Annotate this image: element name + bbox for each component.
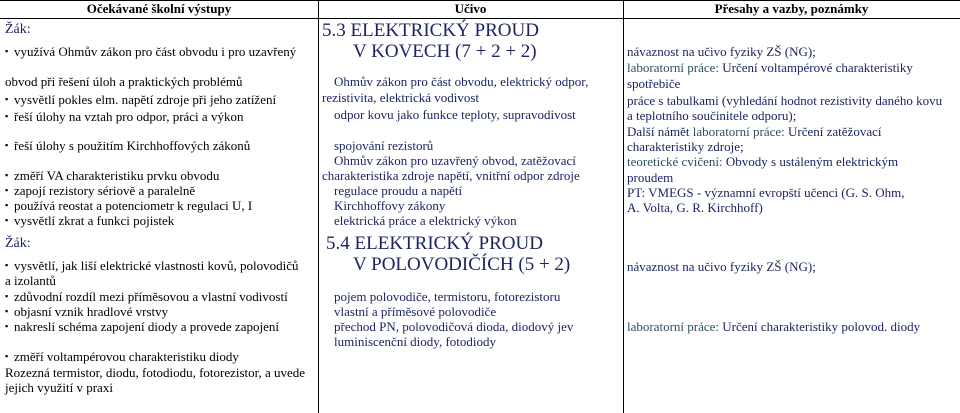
lab-work-label: laboratorní práce: xyxy=(627,319,720,334)
outcome-item: ▪ řeší úlohy s použitím Kirchhoffových zákonů xyxy=(14,138,250,153)
note-line xyxy=(627,154,898,169)
curriculum-item: pojem polovodiče, termistoru, fotorezistoru xyxy=(334,289,561,304)
zak-label: Žák: xyxy=(5,236,31,251)
curriculum-item: Ohmův zákon pro uzavřený obvod, zatěžovací xyxy=(334,153,576,168)
lab-work-label: laboratorní práce: xyxy=(627,60,720,75)
curriculum-item: odpor kovu jako funkce teploty, supravodivost xyxy=(334,107,576,122)
note-line xyxy=(627,60,913,75)
header-curriculum: Učivo xyxy=(454,1,487,16)
section-title: V POLOVODIČÍCH (5 + 2) xyxy=(353,254,571,275)
header-notes: Přesahy a vazby, poznámky xyxy=(714,1,869,16)
note-line: proudem xyxy=(627,170,674,185)
lab-work-text: Určení zatěžovací xyxy=(784,124,882,139)
curriculum-item: Kirchhoffovy zákony xyxy=(334,198,446,213)
column-divider-2 xyxy=(623,0,624,413)
outcome-item: ▪ vysvětlí pokles elm. napětí zdroje při jeho zatížení xyxy=(14,92,276,107)
header-outcomes: Očekávané školní výstupy xyxy=(86,1,232,16)
zak-label: Žák: xyxy=(5,22,31,37)
outcome-item: a izolantů xyxy=(5,273,56,288)
curriculum-item: rezistivita, elektrická vodivost xyxy=(322,90,480,105)
lab-work-text: Určení voltampérové charakteristiky xyxy=(719,60,913,75)
outcome-item: ▪ změří voltampérovou charakteristiku diody xyxy=(14,349,239,364)
header-bottom-border xyxy=(0,18,960,19)
note-line: práce s tabulkami (vyhledání hodnot rezistivity daného kovu xyxy=(627,93,943,108)
theory-exercise-label: teoretické cvičení: xyxy=(627,154,723,169)
note-line: A. Volta, G. R. Kirchhoff) xyxy=(627,200,763,215)
outcome-item: ▪ vysvětlí zkrat a funkci pojistek xyxy=(14,213,174,228)
note-line: návaznost na učivo fyziky ZŠ (NG); xyxy=(627,259,816,274)
curriculum-item: Ohmův zákon pro část obvodu, elektrický odpor, xyxy=(334,74,589,89)
column-divider-1 xyxy=(318,0,319,413)
outcome-item: ▪ využívá Ohmův zákon pro část obvodu i pro uzavřený xyxy=(14,44,296,59)
outcome-item: ▪ nakreslí schéma zapojení diody a provede zapojení xyxy=(14,319,279,334)
outcome-item: ▪ zapojí rezistory sériově a paralelně xyxy=(14,183,195,198)
theory-exercise-text: Obvody s ustáleným elektrickým xyxy=(722,154,899,169)
lab-work-label: laboratorní práce: xyxy=(692,124,785,139)
outcome-item: jejich využití v praxi xyxy=(5,380,113,395)
lab-work-text: Určení charakteristiky polovod. diody xyxy=(719,319,921,334)
note-line: spotřebiče xyxy=(627,76,681,91)
outcome-item: ▪ používá reostat a potenciometr k regulaci U, I xyxy=(14,198,252,213)
curriculum-item: spojování rezistorů xyxy=(334,138,434,153)
outcome-item: ▪ vysvětlí, jak liší elektrické vlastnosti kovů, polovodičů xyxy=(14,258,299,273)
section-title: 5.4 ELEKTRICKÝ PROUD xyxy=(326,233,543,254)
outcome-item: ▪ změří VA charakteristiku prvku obvodu xyxy=(14,168,219,183)
outcome-item: Rozezná termistor, diodu, fotodiodu, fotorezistor, a uvede xyxy=(5,365,306,380)
section-title: V KOVECH (7 + 2 + 2) xyxy=(353,41,537,62)
note-prefix: Další námět xyxy=(627,124,693,139)
note-line: a teplotního součinitele odporu); xyxy=(627,108,797,123)
curriculum-item: regulace proudu a napětí xyxy=(334,183,463,198)
curriculum-item: vlastní a příměsové polovodiče xyxy=(334,304,497,319)
outcome-item: ▪ zdůvodní rozdíl mezi příměsovou a vlastní vodivostí xyxy=(14,289,288,304)
outcome-item: obvod při řešení úloh a praktických problémů xyxy=(5,74,243,89)
note-line: charakteristiky zdroje; xyxy=(627,139,744,154)
note-line: PT: VMEGS - významní evropští učenci (G. S. Ohm, xyxy=(627,185,905,200)
curriculum-item: charakteristika zdroje napětí, vnitřní odpor zdroje xyxy=(322,168,580,183)
curriculum-item: luminiscenční diody, fotodiody xyxy=(334,334,496,349)
curriculum-item: elektrická práce a elektrický výkon xyxy=(334,213,517,228)
outcome-item: ▪ objasní vznik hradlové vrstvy xyxy=(14,304,168,319)
outcome-item: ▪ řeší úlohy na vztah pro odpor, práci a výkon xyxy=(14,109,243,124)
note-line: návaznost na učivo fyziky ZŠ (NG); xyxy=(627,44,816,59)
curriculum-item: přechod PN, polovodičová dioda, diodový jev xyxy=(334,319,574,334)
note-line xyxy=(627,124,881,139)
section-title: 5.3 ELEKTRICKÝ PROUD xyxy=(322,20,539,41)
note-line xyxy=(627,319,920,334)
